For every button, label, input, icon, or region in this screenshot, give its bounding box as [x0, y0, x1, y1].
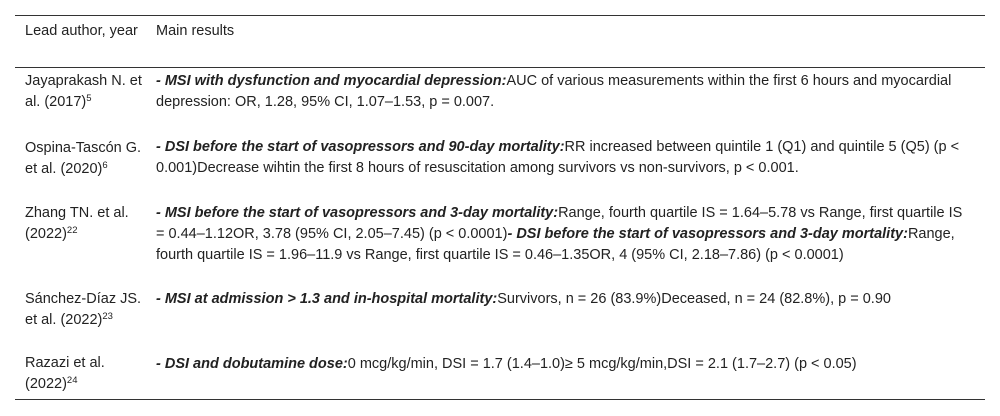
- header-lead-author: Lead author, year: [25, 23, 138, 39]
- finding-text: RR increased between quintile 1 (Q1) and quintile 5 (Q5) (p < 0.001)Decrease wihtin the first 8 hours of resuscitation among survivors vs non-survivors, p < 0.001.: [156, 139, 960, 176]
- finding-text: AUC of various measurements within the first 6 hours and myocardial depression: OR, 1.28, 95% CI, 1.07–1.53, p = 0.007.: [156, 73, 952, 110]
- reference-number: 23: [102, 311, 113, 322]
- finding-text: 0 mcg/kg/min, DSI = 1.7 (1.4–1.0)≥ 5 mcg/kg/min,DSI = 2.1 (1.7–2.7) (p < 0.05): [347, 356, 857, 372]
- finding-label: - DSI before the start of vasopressors and 3-day mortality:: [507, 226, 908, 242]
- finding-label: - DSI before the start of vasopressors and 90-day mortality:: [156, 139, 565, 155]
- row-results: [156, 203, 966, 266]
- finding-text: Range, fourth quartile IS = 1.64–5.78 vs Range, first quartile IS = 0.44–1.12OR, 3.78 (95% CI, 2.05–7.45) (p < 0.0001): [156, 205, 963, 242]
- row-results: [156, 71, 966, 113]
- table-top-rule: [15, 15, 985, 16]
- row-author: Razazi et al. $(2022)^{24}$: [25, 355, 105, 392]
- row-results: [156, 137, 966, 179]
- row-results: [156, 354, 966, 375]
- row-author: Ospina-Tascón G. et al. $(2020)^6$: [25, 140, 142, 177]
- reference-number: 22: [66, 225, 78, 236]
- finding-label: - MSI with dysfunction and myocardial depression:: [156, 73, 507, 89]
- finding-label: - MSI before the start of vasopressors and 3-day mortality:: [156, 205, 559, 221]
- finding-label: - DSI and dobutamine dose:: [156, 356, 348, 372]
- header-rule: [15, 67, 985, 68]
- reference-number: 6: [102, 160, 108, 171]
- finding-text: Survivors, n = 26 (83.9%)Deceased, n = 24 (82.8%), p = 0.90: [497, 291, 891, 307]
- reference-number: 24: [66, 375, 78, 386]
- finding-text: Range, fourth quartile IS = 1.96–11.9 vs Range, first quartile IS = 0.46–1.35OR, 4 (95% CI, 2.18–7.86) (p < 0.0001): [156, 226, 955, 263]
- table-bottom-rule: [15, 399, 985, 400]
- header-main-results: Main results: [156, 23, 235, 39]
- row-author: Sánchez-Díaz JS. et al. $(2022)^{23}$: [25, 291, 142, 328]
- reference-number: 5: [86, 93, 92, 104]
- row-author: Jayaprakash N. et al. $(2017)^5$: [25, 73, 142, 110]
- row-results: [156, 289, 966, 310]
- finding-label: - MSI at admission > 1.3 and in-hospital mortality:: [156, 291, 498, 307]
- row-author: Zhang TN. et al. $(2022)^{22}$: [25, 205, 129, 242]
